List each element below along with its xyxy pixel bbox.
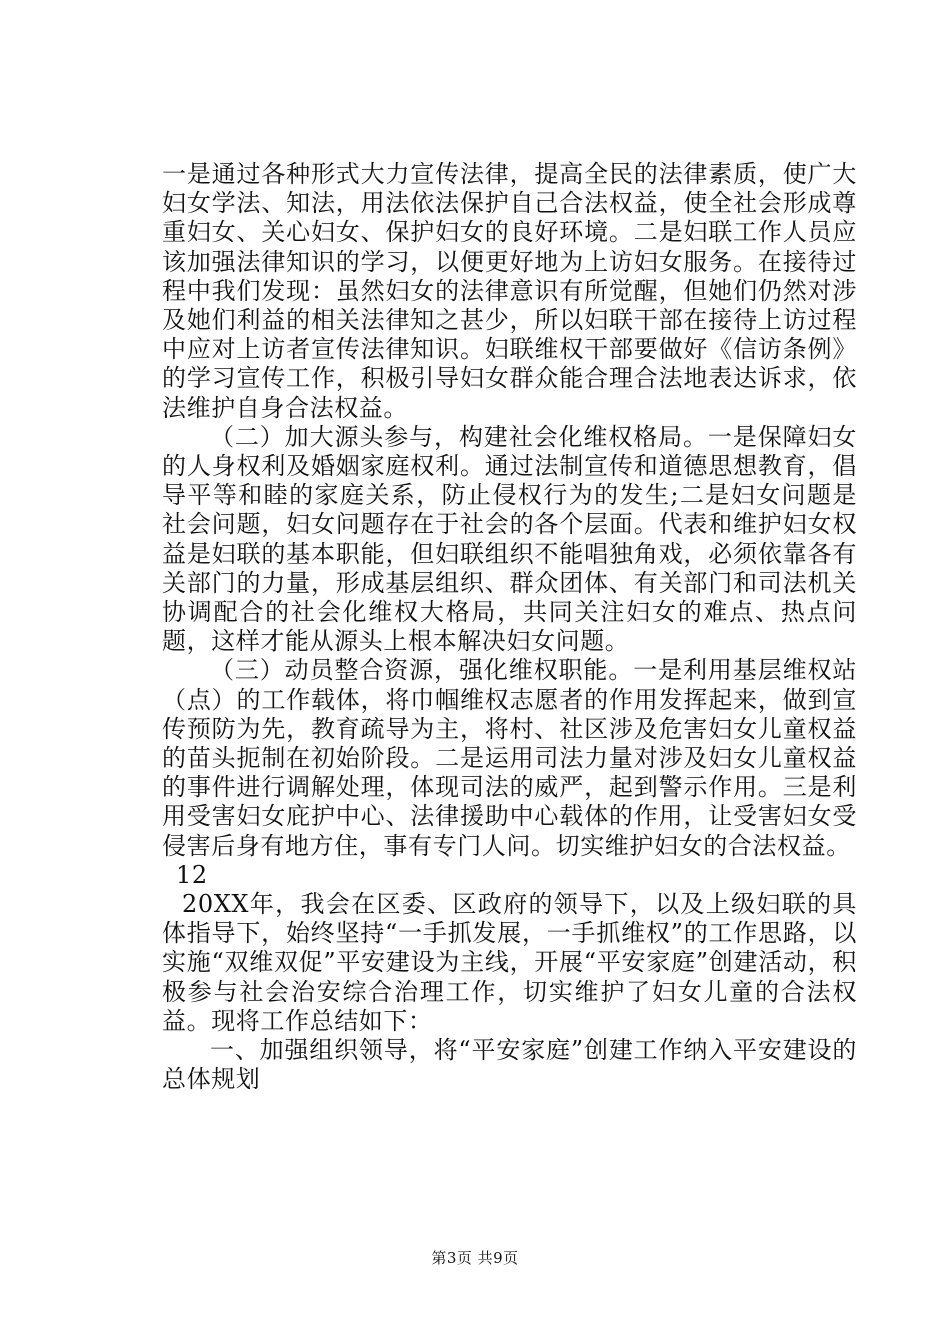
page-footer: 第3页 共9页 — [431, 1249, 519, 1267]
paragraph-number-marker: 12 — [176, 860, 208, 889]
paragraph-legal-publicity: 一是通过各种形式大力宣传法律，提高全民的法律素质，使广大妇女学法、知法，用法依法保护自己合法权益，使全社会形成尊重妇女、关心妇女、保护妇女的良好环境。二是妇联工作人员应该加强法律知识的学习，以便更好地为上访妇女服务。在接待过程中我们发现：虽然妇女的法律意识有所觉醒，但她们仍然对涉及她们利益的相关法律知之甚少，所以妇联干部在接待上访过程中应对上访者宣传法律知识。妇联维权干部要做好《信访条例》的学习宣传工作，积极引导妇女群众能合理合法地表达诉求，依法维护自身合法权益。 — [162, 160, 857, 422]
paragraph-work-summary-intro: 20XX年，我会在区委、区政府的领导下，以及上级妇联的具体指导下，始终坚持“一手抓发展，一手抓维权”的工作思路，以实施“双维双促”平安建设为主线，开展“平安家庭”创建活动，积极参与社会治安综合治理工作，切实维护了妇女儿童的合法权益。现将工作总结如下： — [162, 890, 857, 1035]
document-body — [162, 160, 857, 1095]
paragraph-source-participation: （二）加大源头参与，构建社会化维权格局。一是保障妇女的人身权利及婚姻家庭权利。通过法制宣传和道德思想教育，倡导平等和睦的家庭关系，防止侵权行为的发生;二是妇女问题是社会问题，妇女问题存在于社会的各个层面。代表和维护妇女权益是妇联的基本职能，但妇联组织不能唱独角戏，必须依靠各有关部门的力量，形成基层组织、群众团体、有关部门和司法机关协调配合的社会化维权大格局，共同关注妇女的难点、热点问题，这样才能从源头上根本解决妇女问题。 — [162, 422, 857, 656]
section-heading-organization: 一、加强组织领导，将“平安家庭”创建工作纳入平安建设的总体规划 — [162, 1036, 857, 1094]
paragraph-resource-integration: （三）动员整合资源，强化维权职能。一是利用基层维权站（点）的工作载体，将巾帼维权志愿者的作用发挥起来，做到宣传预防为先，教育疏导为主，将村、社区涉及危害妇女儿童权益的苗头扼制在初始阶段。二是运用司法力量对涉及妇女儿童权益的事件进行调解处理，体现司法的威严，起到警示作用。三是利用受害妇女庇护中心、法律援助中心载体的作用，让受害妇女受侵害后身有地方住，事有专门人问。切实维护妇女的合法权益。 — [162, 656, 857, 860]
